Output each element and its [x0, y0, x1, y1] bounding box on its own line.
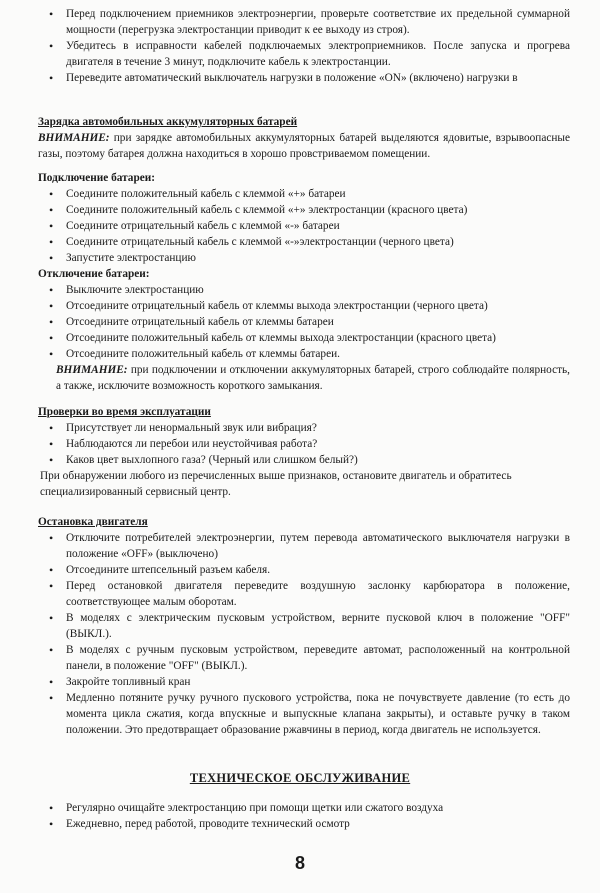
- list-item: • Закройте топливный кран: [38, 674, 570, 690]
- list-item: • Соедините отрицательный кабель с клеммой «-» батареи: [38, 218, 570, 234]
- maintenance-list: [38, 800, 570, 832]
- list-item: • Отсоедините штепсельный разъем кабеля.: [38, 562, 570, 578]
- list-item: • Соедините отрицательный кабель с клеммой «-»электростанции (черного цвета): [38, 234, 570, 250]
- warning-label: ВНИМАНИЕ:: [38, 132, 110, 144]
- battery-section: [38, 114, 570, 162]
- polarity-note: [38, 362, 570, 394]
- disconnect-heading: Отключение батареи:: [38, 268, 150, 280]
- checks-heading: Проверки во время эксплуатации: [38, 406, 211, 418]
- list-item: • Медленно потяните ручку ручного пускового устройства, пока не почувствуете давление (то есть до момента цикла сжатия, когда впускные и выпускные клапана закрыты), и оставьте ручку в таком положении. Это предотвращает образование ржавчины в период, когда двигатель не используется.: [38, 690, 570, 738]
- battery-connect: [38, 170, 570, 266]
- note-label: ВНИМАНИЕ:: [56, 364, 128, 376]
- stop-list: [38, 530, 570, 738]
- list-item: • Запустите электростанцию: [38, 250, 570, 266]
- maintenance-heading: ТЕХНИЧЕСКОЕ ОБСЛУЖИВАНИЕ: [189, 771, 411, 785]
- intro-section: [38, 6, 570, 86]
- list-item: • Перед остановкой двигателя переведите воздушную заслонку карбюратора в положение, соответствующее малым оборотам.: [38, 578, 570, 610]
- maintenance-section: [38, 800, 570, 832]
- list-item: • Каков цвет выхлопного газа? (Черный или слишком белый?): [38, 452, 570, 468]
- list-item: • Переведите автоматический выключатель нагрузки в положение «ON» (включено) нагрузки в: [38, 70, 570, 86]
- battery-disconnect: [38, 266, 570, 394]
- list-item: • Регулярно очищайте электростанцию при помощи щетки или сжатого воздуха: [38, 800, 570, 816]
- connect-list: [38, 186, 570, 266]
- list-item: • В моделях с электрическим пусковым устройством, верните пусковой ключ в положение "OFF" (ВЫКЛ.).: [38, 610, 570, 642]
- warning-text: при зарядке автомобильных аккумуляторных батарей выделяются ядовитые, взрывоопасные газы, поэтому батарея должна находиться в хорошо провстриваемом помещении.: [38, 132, 570, 160]
- list-item: • Отключите потребителей электроэнергии, путем перевода автоматического выключателя нагрузки в положение «OFF» (выключено): [38, 530, 570, 562]
- note-text: при подключении и отключении аккумуляторных батарей, строго соблюдайте полярность, а также, исключите возможность короткого замыкания.: [56, 364, 570, 392]
- list-item: • Отсоедините положительный кабель от клеммы батареи.: [38, 346, 570, 362]
- checks-list: [38, 420, 570, 468]
- list-item: • Отсоедините положительный кабель от клеммы выхода электростанции (красного цвета): [38, 330, 570, 346]
- list-item: • В моделях с ручным пусковым устройством, переведите автомат, расположенный на контрольной панели, в положение "OFF" (ВЫКЛ.).: [38, 642, 570, 674]
- list-item: • Ежедневно, перед работой, проводите технический осмотр: [38, 816, 570, 832]
- list-item: • Наблюдаются ли перебои или неустойчивая работа?: [38, 436, 570, 452]
- list-item: • Отсоедините отрицательный кабель от клеммы выхода электростанции (черного цвета): [38, 298, 570, 314]
- list-item: • Соедините положительный кабель с клеммой «+» электростанции (красного цвета): [38, 202, 570, 218]
- list-item: • Присутствует ли ненормальный звук или вибрация?: [38, 420, 570, 436]
- stop-heading: Остановка двигателя: [38, 516, 148, 528]
- disconnect-list: [38, 282, 570, 362]
- connect-heading: Подключение батареи:: [38, 172, 156, 184]
- checks-paragraph: При обнаружении любого из перечисленных выше признаков, остановите двигатель и обратитесь специализированный сервисный центр.: [40, 470, 512, 498]
- list-item: • Убедитесь в исправности кабелей подключаемых электроприемников. После запуска и прогрева двигателя в течение 3 минут, подключите кабель к электростанции.: [38, 38, 570, 70]
- list-item: • Выключите электростанцию: [38, 282, 570, 298]
- list-item: • Отсоедините отрицательный кабель от клеммы батареи: [38, 314, 570, 330]
- list-item: • Соедините положительный кабель с клеммой «+» батареи: [38, 186, 570, 202]
- list-item: • Перед подключением приемников электроэнергии, проверьте соответствие их предельной суммарной мощности (перегрузка электростанции приводит к ее выходу из строя).: [38, 6, 570, 38]
- battery-warning: [38, 130, 570, 162]
- checks-section: [38, 404, 570, 500]
- page-number: 8: [294, 853, 305, 873]
- battery-heading: Зарядка автомобильных аккумуляторных батарей: [38, 116, 298, 128]
- stop-section: [38, 514, 570, 738]
- intro-list: [38, 6, 570, 86]
